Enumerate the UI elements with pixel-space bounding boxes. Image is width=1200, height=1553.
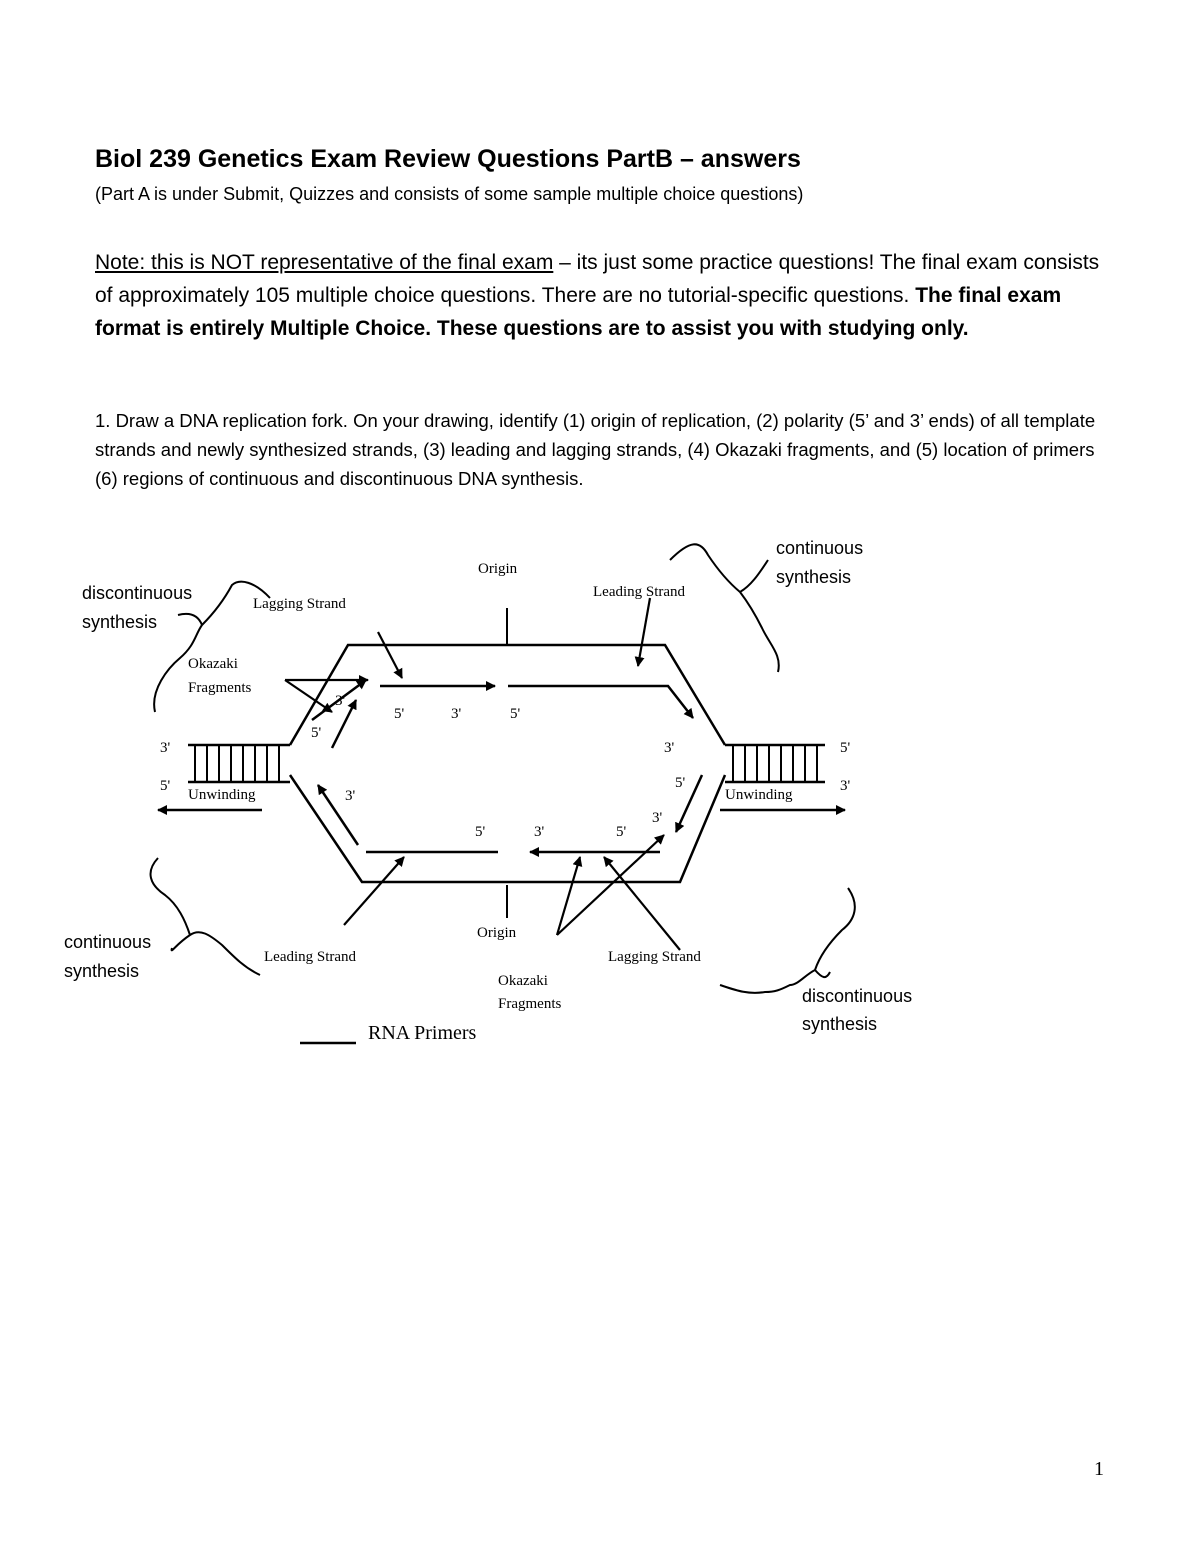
replication-fork-diagram <box>0 500 1200 1060</box>
left-duplex <box>188 745 290 782</box>
unwinding-left-label: Unwinding <box>188 787 256 803</box>
end-label: 5' <box>840 740 851 756</box>
note-underlined: Note: this is NOT representative of the final exam <box>95 251 554 274</box>
page-number: 1 <box>1094 1458 1104 1480</box>
origin-top-label: Origin <box>478 561 518 577</box>
discontinuous-right-label-2: synthesis <box>802 1014 878 1034</box>
end-label: 3' <box>160 740 171 756</box>
end-label: 3' <box>451 706 462 722</box>
continuous-left-label-1: continuous <box>64 932 152 952</box>
unwinding-right-label: Unwinding <box>725 787 793 803</box>
end-label: 5' <box>311 725 322 741</box>
note-plain: – its just some practice questions! The final exam consists of approximately 105 multiple choice questions. There are no tutorial-specific questions. <box>95 251 1100 307</box>
origin-bottom-label: Origin <box>477 925 517 941</box>
end-label: 3' <box>840 778 851 794</box>
question-1: 1. Draw a DNA replication fork. On your drawing, identify (1) origin of replication, (2) polarity (5’ and 3’ ends) of all template strands and newly synthesized strands, (3) leading and lagging strands, (4) Okazaki fragments, and (5) location of primers (6) regions of continuous and discontinuous DNA synthesis. <box>95 410 1096 489</box>
end-label: 5' <box>675 775 686 791</box>
continuous-right-label-1: continuous <box>776 538 864 558</box>
discontinuous-left-label-1: discontinuous <box>82 583 193 603</box>
lagging-strand-top-label: Lagging Strand <box>253 596 346 612</box>
page-title: Biol 239 Genetics Exam Review Questions PartB – answers <box>95 145 801 173</box>
note-bold: The final exam format is entirely Multiple Choice. These questions are to assist you with studying only. <box>95 284 1062 340</box>
page-subtitle: (Part A is under Submit, Quizzes and consists of some sample multiple choice questions) <box>95 184 804 204</box>
end-label: 5' <box>160 778 171 794</box>
okazaki-left-label-2: Fragments <box>188 680 252 696</box>
rna-primers-label: RNA Primers <box>368 1022 477 1044</box>
lagging-strand-bottom-label: Lagging Strand <box>608 949 701 965</box>
leading-strand-top-label: Leading Strand <box>593 584 686 600</box>
brace-discontinuous-right <box>720 888 855 993</box>
right-duplex <box>725 745 825 782</box>
end-label: 3' <box>652 810 663 826</box>
discontinuous-right-label-1: discontinuous <box>802 986 913 1006</box>
end-label: 5' <box>475 824 486 840</box>
new-strands <box>312 680 702 852</box>
brace-continuous-right <box>670 544 779 672</box>
end-label: 3' <box>335 693 346 709</box>
okazaki-bottom-label-2: Fragments <box>498 996 562 1012</box>
okazaki-left-label-1: Okazaki <box>188 656 238 672</box>
continuous-right-label-2: synthesis <box>776 567 852 587</box>
end-label: 5' <box>394 706 405 722</box>
okazaki-bottom-label-1: Okazaki <box>498 973 548 989</box>
continuous-left-label-2: synthesis <box>64 961 140 981</box>
end-label: 5' <box>510 706 521 722</box>
note-paragraph <box>95 246 1110 345</box>
end-label: 3' <box>534 824 545 840</box>
discontinuous-left-label-2: synthesis <box>82 612 158 632</box>
brace-continuous-left <box>151 858 260 975</box>
end-label: 3' <box>664 740 675 756</box>
polarity-labels <box>160 693 851 840</box>
end-label: 3' <box>345 788 356 804</box>
end-label: 5' <box>616 824 627 840</box>
leading-strand-bottom-label: Leading Strand <box>264 949 357 965</box>
